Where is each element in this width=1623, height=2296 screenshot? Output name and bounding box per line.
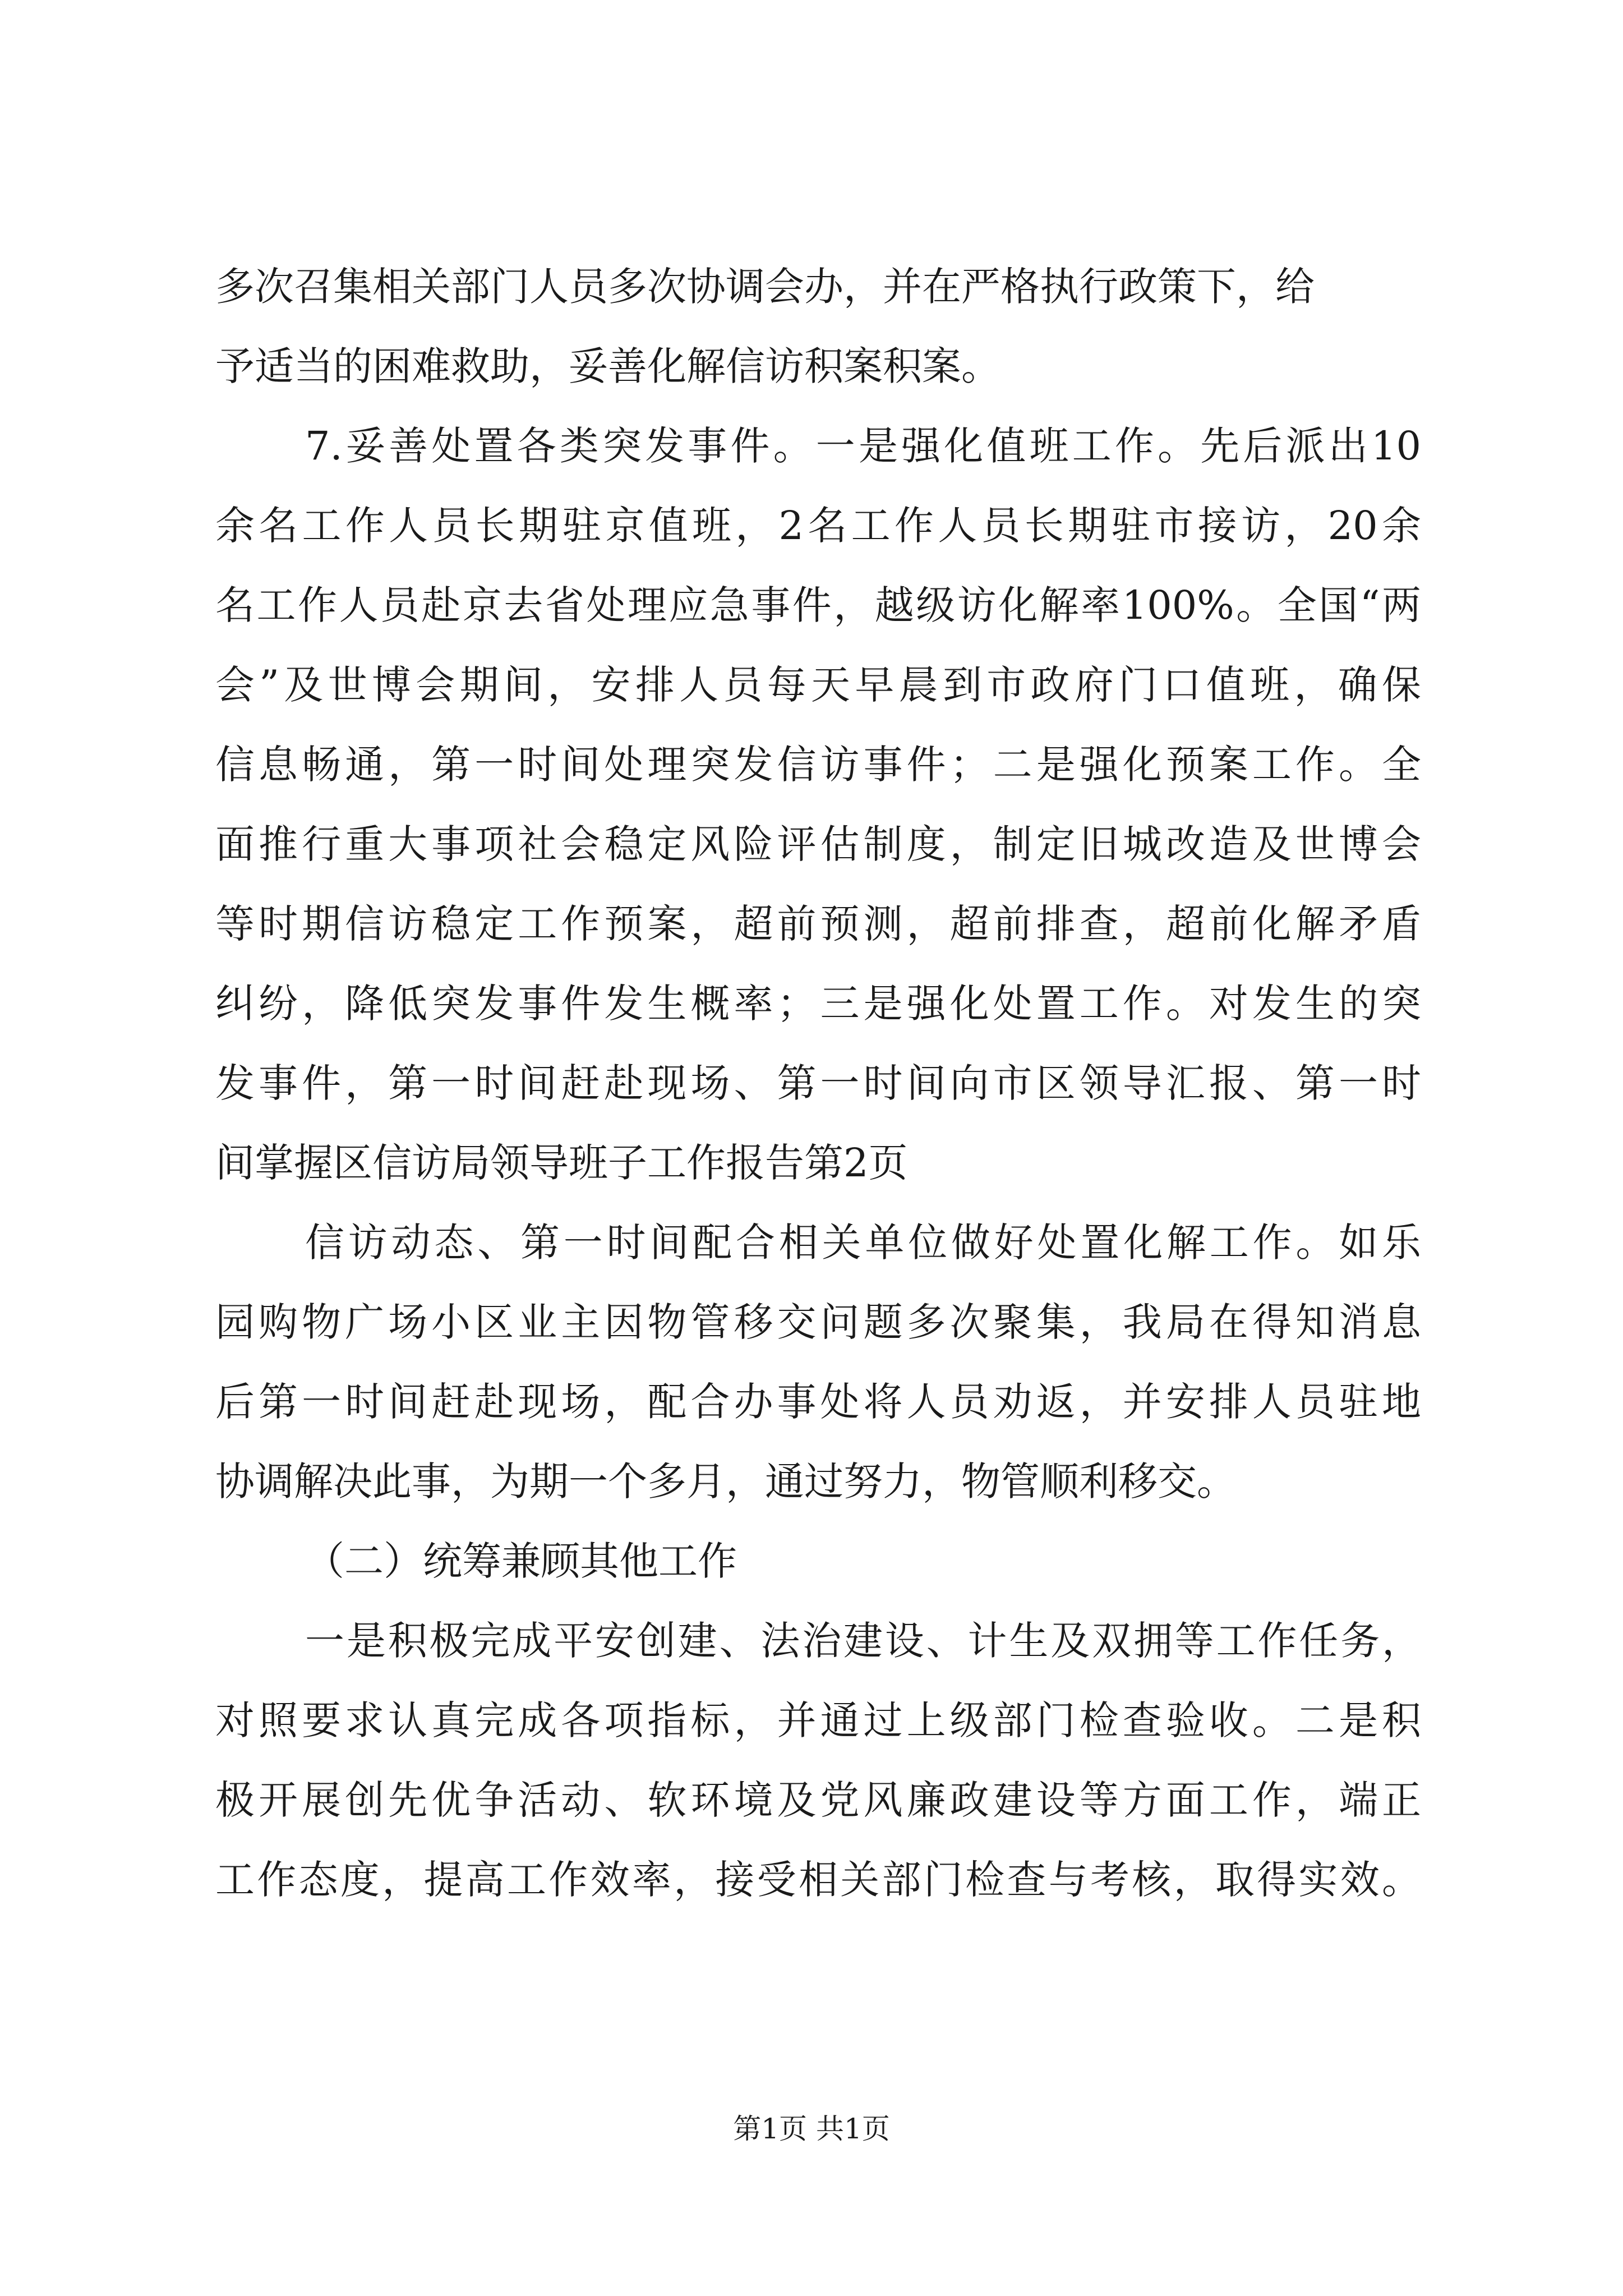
- paragraph-line: 信息畅通，第一时间处理突发信访事件；二是强化预案工作。全: [215, 742, 1421, 788]
- paragraph-line: 发事件，第一时间赶赴现场、第一时间向市区领导汇报、第一时: [215, 1060, 1421, 1106]
- paragraph-line: 园购物广场小区业主因物管移交问题多次聚集，我局在得知消息: [215, 1299, 1421, 1345]
- paragraph-line: 协调解决此事，为期一个多月，通过努力，物管顺利移交。: [215, 1458, 1236, 1504]
- paragraph-line: 间掌握区信访局领导班子工作报告第2页: [215, 1140, 908, 1186]
- paragraph-line: 7.妥善处置各类突发事件。一是强化值班工作。先后派出10: [305, 423, 1421, 469]
- paragraph-line: 后第一时间赶赴现场，配合办事处将人员劝返，并安排人员驻地: [215, 1379, 1421, 1425]
- paragraph-line: 对照要求认真完成各项指标，并通过上级部门检查验收。二是积: [215, 1697, 1421, 1743]
- paragraph-line: 面推行重大事项社会稳定风险评估制度，制定旧城改造及世博会: [215, 821, 1421, 867]
- paragraph-line: 等时期信访稳定工作预案，超前预测，超前排查，超前化解矛盾: [215, 901, 1421, 947]
- paragraph-line: 名工作人员赴京去省处理应急事件，越级访化解率100%。全国“两: [215, 582, 1421, 628]
- paragraph-line: 多次召集相关部门人员多次协调会办，并在严格执行政策下，给: [215, 264, 1315, 310]
- paragraph-line: 工作态度，提高工作效率，接受相关部门检查与考核，取得实效。: [215, 1857, 1421, 1903]
- paragraph-line: 极开展创先优争活动、软环境及党风廉政建设等方面工作，端正: [215, 1777, 1421, 1823]
- section-heading: （二）统筹兼顾其他工作: [305, 1538, 737, 1584]
- paragraph-line: 纠纷，降低突发事件发生概率；三是强化处置工作。对发生的突: [215, 981, 1421, 1027]
- paragraph-line: 予适当的困难救助，妥善化解信访积案积案。: [215, 343, 1000, 389]
- paragraph-line: 余名工作人员长期驻京值班，2名工作人员长期驻市接访，20余: [215, 503, 1421, 549]
- paragraph-line: 信访动态、第一时间配合相关单位做好处置化解工作。如乐: [305, 1220, 1421, 1266]
- page-footer: 第1页 共1页: [733, 2113, 890, 2145]
- paragraph-line: 一是积极完成平安创建、法治建设、计生及双拥等工作任务，: [305, 1618, 1421, 1664]
- paragraph-line: 会”及世博会期间，安排人员每天早晨到市政府门口值班，确保: [215, 662, 1421, 708]
